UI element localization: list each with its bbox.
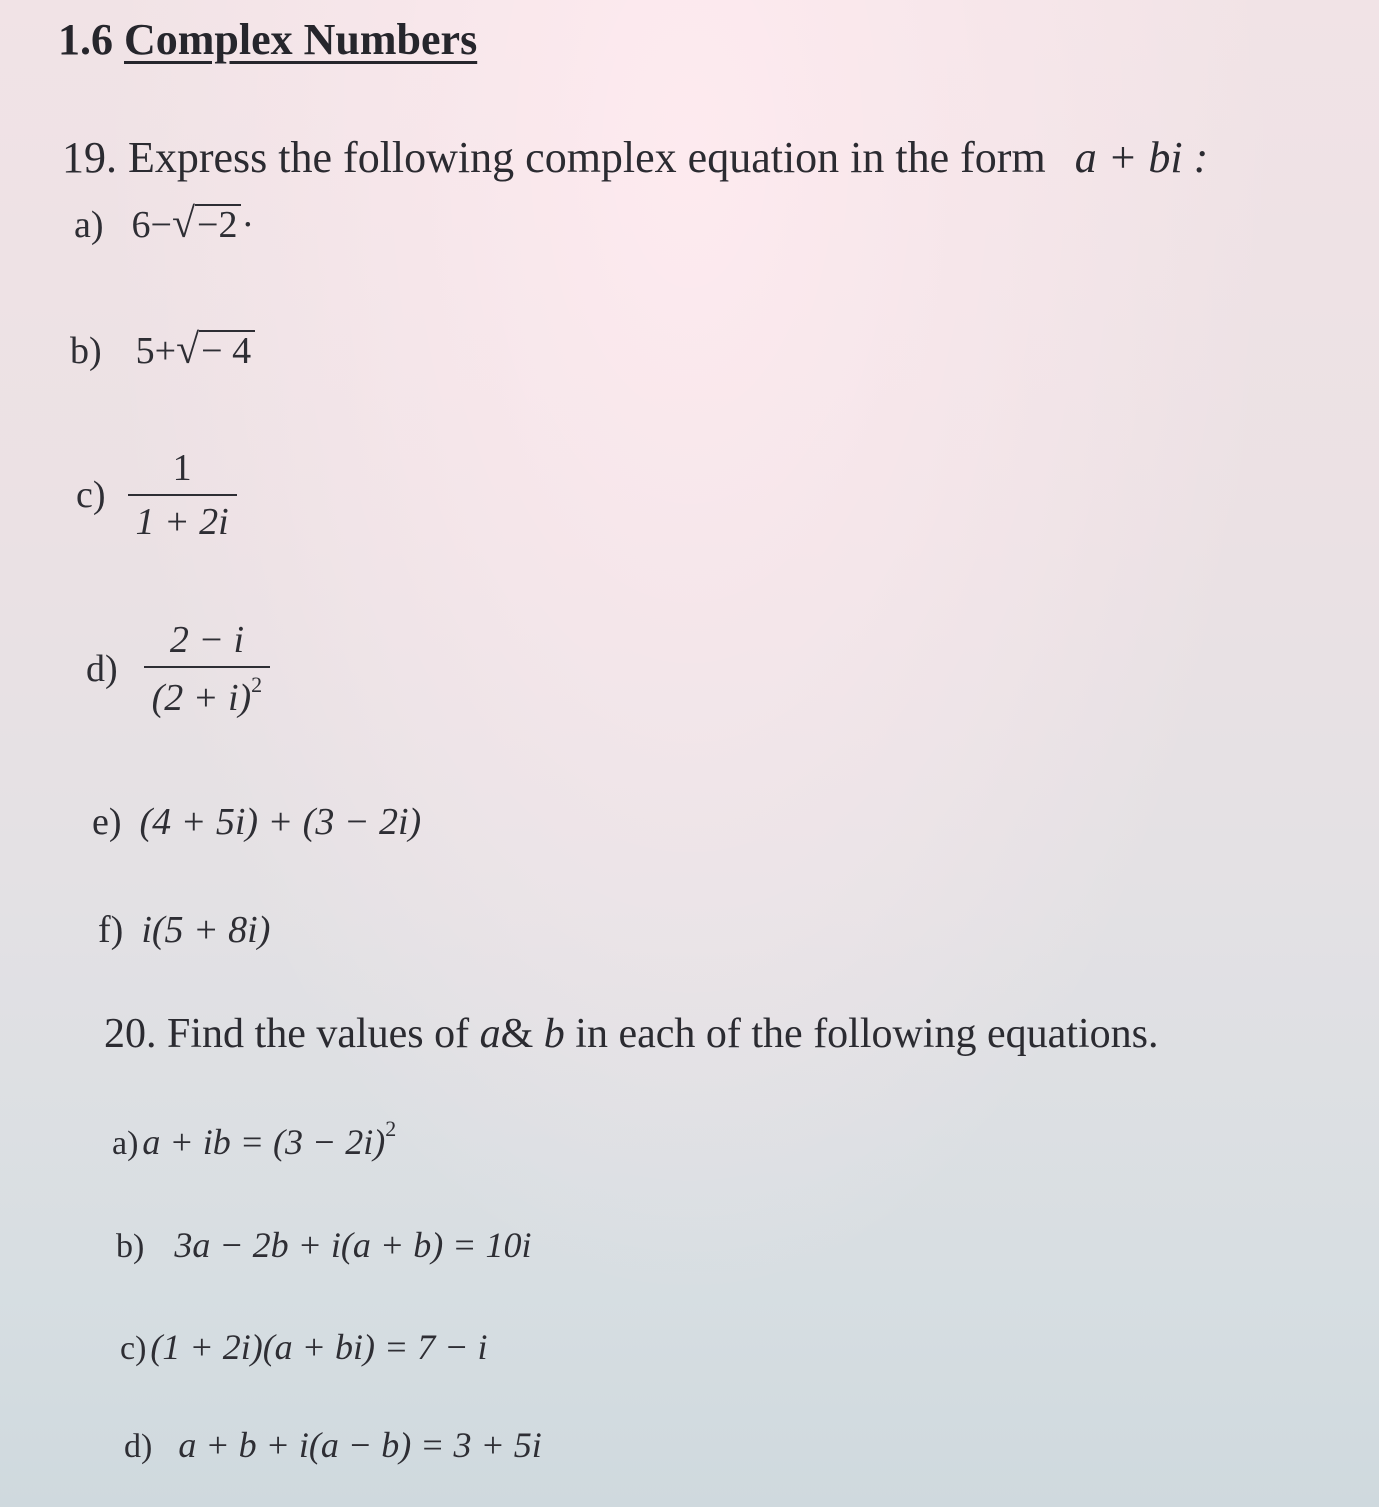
- q19-part-d-label: d): [86, 648, 118, 690]
- q19-part-e-label: e): [92, 801, 122, 843]
- q20-part-d-label: d): [124, 1428, 153, 1465]
- q19-part-c: [76, 446, 237, 544]
- q19-part-b-lead: 5+: [135, 330, 177, 372]
- question-20-text-start: Find the values of: [167, 1011, 470, 1057]
- q19-part-b: [70, 326, 255, 374]
- q19-part-d-denominator-wrap: [144, 666, 271, 720]
- question-20-var-b: b: [543, 1011, 565, 1057]
- question-20-amp: &: [500, 1011, 534, 1057]
- question-19-number: 19.: [62, 133, 117, 182]
- q20-part-b-label: b): [116, 1228, 145, 1265]
- q20-part-b-expr: 3a − 2b + i(a + b) = 10i: [174, 1225, 532, 1265]
- q19-part-a-lead: 6−: [131, 204, 172, 246]
- q19-part-a: [74, 200, 254, 248]
- question-19-text: Express the following complex equation in the form: [128, 133, 1046, 182]
- square-root: √−2: [172, 200, 242, 248]
- q20-part-b: [116, 1224, 531, 1266]
- q20-part-d-expr: a + b + i(a − b) = 3 + 5i: [178, 1425, 542, 1465]
- q19-part-d-exponent: 2: [251, 672, 263, 697]
- q19-part-f-expr: i(5 + 8i): [141, 909, 271, 951]
- q20-part-a: [112, 1116, 396, 1163]
- q19-part-b-label: b): [70, 330, 102, 372]
- q19-part-a-tail: ·: [241, 204, 255, 246]
- question-20-prompt: [104, 1010, 1158, 1058]
- section-title: [58, 14, 477, 65]
- q19-part-a-expr: [131, 201, 255, 247]
- q19-part-c-fraction: [128, 446, 237, 544]
- q20-part-c-label: c): [120, 1330, 147, 1367]
- q20-part-c: [120, 1326, 488, 1368]
- q19-part-c-numerator: 1: [172, 447, 192, 489]
- question-20-number: 20.: [104, 1011, 157, 1057]
- q19-part-c-denominator: 1 + 2i: [128, 494, 237, 544]
- q19-part-e: [92, 800, 421, 844]
- q19-part-a-label: a): [74, 204, 104, 246]
- q20-part-a-exponent: 2: [385, 1116, 397, 1141]
- question-20-text-end: in each of the following equations.: [575, 1011, 1159, 1057]
- q19-part-f: [98, 908, 270, 952]
- q19-part-a-radicand: −2: [195, 204, 241, 246]
- q19-part-d-fraction: [144, 618, 271, 720]
- q20-part-a-expr-wrap: [142, 1116, 397, 1162]
- q20-part-a-label: a): [112, 1125, 139, 1162]
- q19-part-f-label: f): [98, 909, 124, 951]
- square-root: √− 4: [176, 326, 255, 374]
- section-number: 1.6: [58, 15, 113, 64]
- question-19-form: a + bi :: [1074, 133, 1209, 182]
- q19-part-b-radicand: − 4: [199, 330, 255, 372]
- q19-part-d-denominator: (2 + i): [151, 677, 252, 719]
- question-19-prompt: [62, 132, 1208, 183]
- q20-part-a-expr: a + ib = (3 − 2i): [142, 1122, 386, 1162]
- q19-part-d-numerator: 2 − i: [169, 619, 245, 661]
- section-heading: Complex Numbers: [124, 15, 478, 64]
- q20-part-c-expr: (1 + 2i)(a + bi) = 7 − i: [150, 1327, 488, 1367]
- q19-part-d: [86, 618, 270, 720]
- question-20-var-a: a: [479, 1011, 501, 1057]
- q19-part-b-expr: [135, 327, 255, 373]
- q20-part-d: [124, 1424, 542, 1466]
- q19-part-e-expr: (4 + 5i) + (3 − 2i): [139, 801, 422, 843]
- q19-part-c-label: c): [76, 474, 106, 516]
